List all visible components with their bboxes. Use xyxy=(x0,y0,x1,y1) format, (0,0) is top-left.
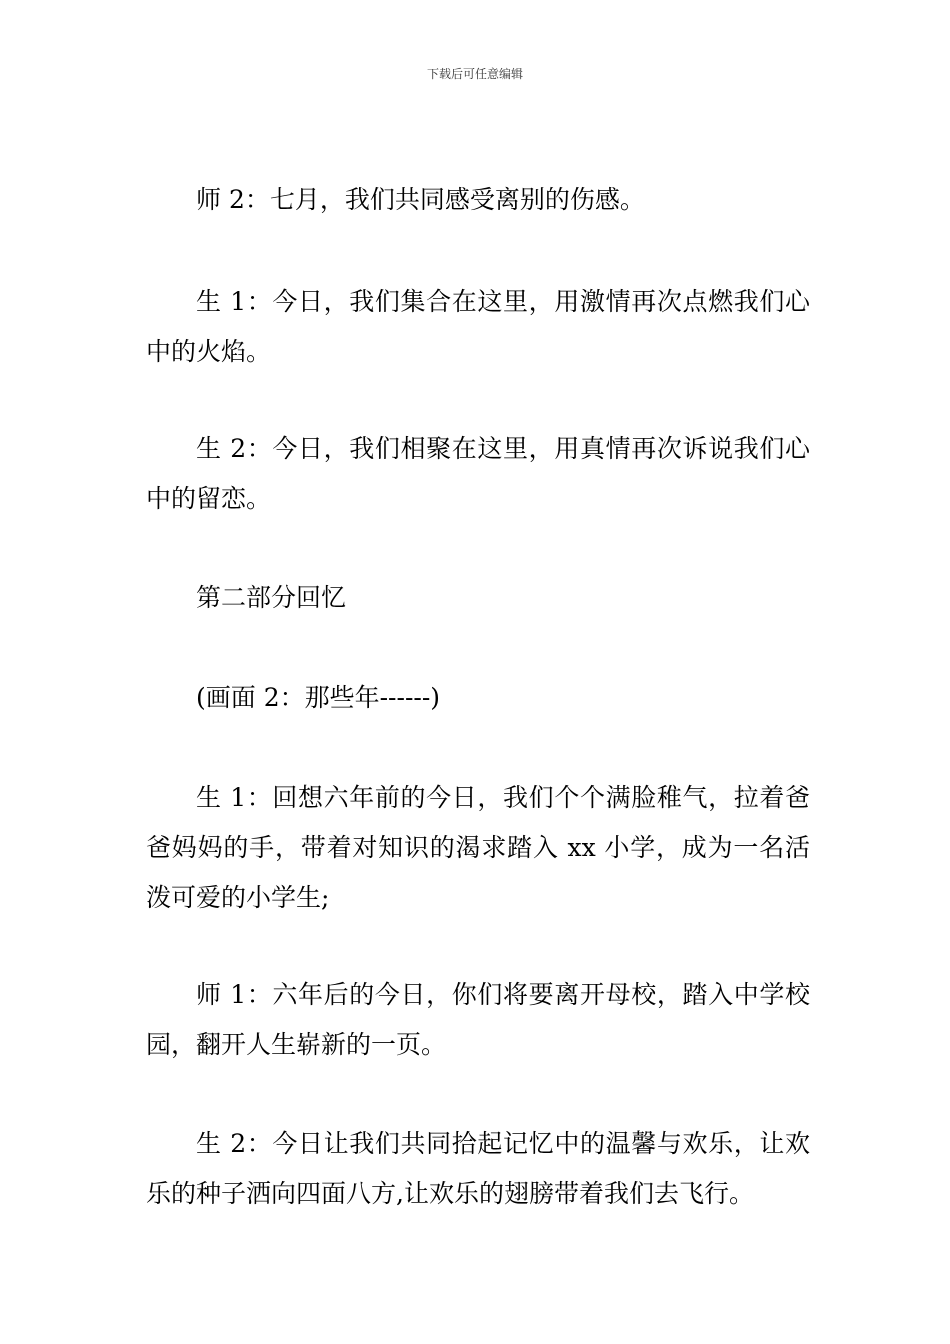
paragraph-student2-today: 生 2：今日，我们相聚在这里，用真情再次诉说我们心中的留恋。 xyxy=(146,434,810,513)
paragraph-student1-today: 生 1：今日，我们集合在这里，用激情再次点燃我们心中的火焰。 xyxy=(146,287,810,366)
section-heading: 第二部分回忆 xyxy=(196,583,347,612)
paragraph-student2-memories: 生 2：今日让我们共同拾起记忆中的温馨与欢乐，让欢乐的种子洒向四面八方,让欢乐的翅膀带着我们去飞行。 xyxy=(146,1129,810,1208)
page-header: 下载后可任意编辑 xyxy=(426,67,523,81)
paragraph-teacher1-six-years: 师 1：六年后的今日，你们将要离开母校，踏入中学校园，翻开人生崭新的一页。 xyxy=(146,980,810,1059)
paragraph-student1-recall: 生 1：回想六年前的今日，我们个个满脸稚气，拉着爸爸妈妈的手，带着对知识的渴求踏入 xx 小学，成为一名活泼可爱的小学生; xyxy=(146,783,810,912)
paragraph-teacher2-july: 师 2：七月，我们共同感受离别的伤感。 xyxy=(196,185,645,214)
scene-note: (画面 2：那些年------) xyxy=(196,683,441,712)
